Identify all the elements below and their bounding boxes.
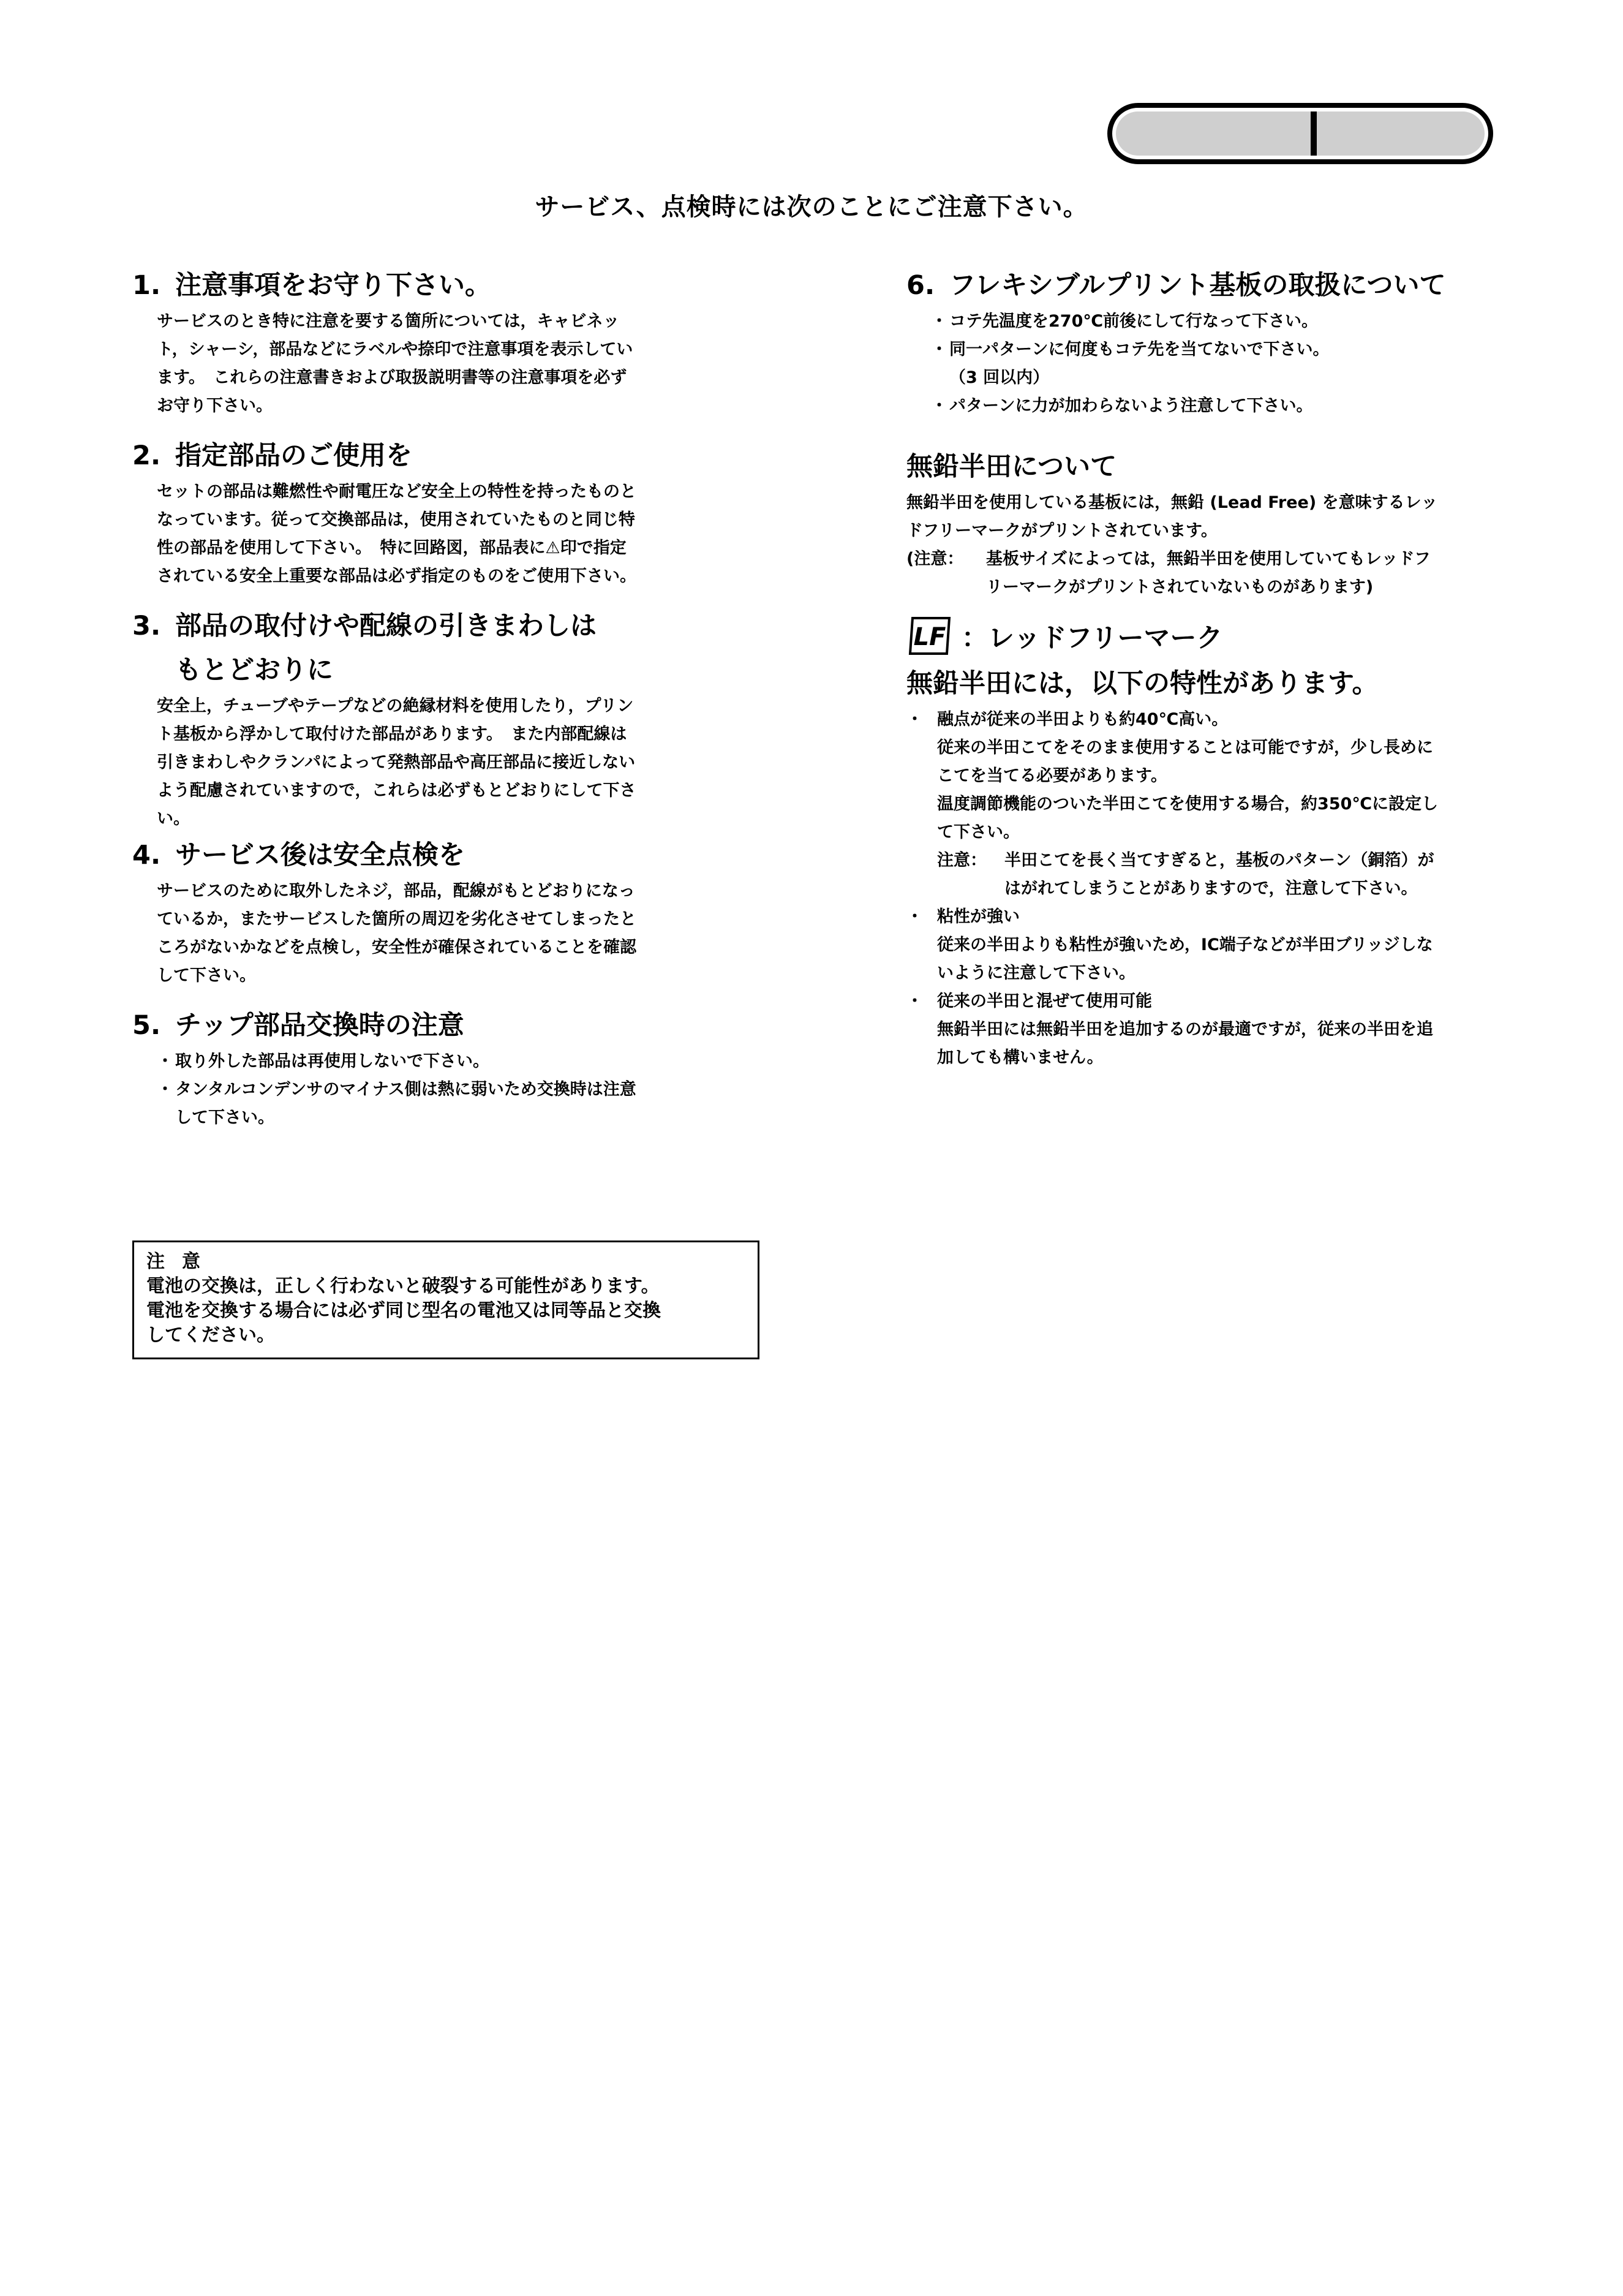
section-4-body: サービスのために取外したネジ，部品，配線がもとどおりになっ ているか，またサービスした箇所の周辺を劣化させてしまったと ころがないかなどを点検し，安全性が確保されていることを確認 して下さい。 xyxy=(157,882,636,985)
right-column xyxy=(906,263,1504,1072)
section-2-body: セットの部品は難燃性や耐電圧など安全上の特性を持ったものと なっています。従って交換部品は，使用されていたものと同じ特 性の部品を使用して下さい。 特に回路図，部品表に⚠印で指定 されている安全上重要な部品は必ず指定のものをご使用下さい。 xyxy=(157,482,636,586)
list-item: ・ 粘性が強い xyxy=(906,903,1504,931)
section-2-heading: 2. 指定部品のご使用を xyxy=(132,440,412,471)
section-6-heading: 6. フレキシブルプリント基板の取扱について xyxy=(906,270,1446,301)
left-column xyxy=(132,263,702,1132)
header-tab-left-segment xyxy=(1116,111,1317,156)
section-4 xyxy=(132,833,702,990)
page-title: サービス、点検時には次のことにご注意下さい。 xyxy=(535,193,1088,221)
list-item: ・ パターンに力が加わらないよう注意して下さい。 xyxy=(931,392,1504,420)
features-body: ・ 融点が従来の半田よりも約40℃高い。 従来の半田こてをそのまま使用することは可能ですが，少し長めに こてを当てる必要があります。 温度調節機能のついた半田こてを使用する場合，約350℃に設定し て下さい。 注意： 半田こてを長く当てすぎると，基板のパターン（銅箔）が はがれてしまうことがありますので，注意して下さい。 ・ 粘性が強い 従来の半田よりも粘性が強いため，IC端子などが半田ブリッジしな いように注意して下さい。 ・ 従来の半田と混ぜて使用可能 無鉛半田には無鉛半田を追加するのが最適ですが，従来の半田を追 加しても構いません。 xyxy=(906,706,1504,1072)
battery-caution-box xyxy=(132,1241,759,1359)
section-5-body: ・ 取り外した部品は再使用しないで下さい。 ・ タンタルコンデンサのマイナス側は熱に弱いため交換時は注意 して下さい。 xyxy=(132,1048,702,1132)
caution-box-line: してください。 xyxy=(146,1324,275,1346)
list-item: ・ 取り外した部品は再使用しないで下さい。 xyxy=(157,1048,702,1076)
section-1-body: サービスのとき特に注意を要する箇所については，キャビネッ ト，シャーシ，部品などにラベルや捺印で注意事項を表示してい ます。 これらの注意書きおよび取扱説明書等の注意事項を必ず お守り下さい。 xyxy=(157,312,633,415)
lead-free-heading: 無鉛半田について xyxy=(906,451,1117,482)
section-3-heading-cont: もとどおりに xyxy=(175,655,333,685)
features-heading: 無鉛半田には，以下の特性があります。 xyxy=(906,668,1379,699)
lead-free-mark-row xyxy=(906,610,1504,662)
lead-free-logo-icon xyxy=(906,614,953,657)
section-3 xyxy=(132,604,702,833)
caution-box-line: 電池を交換する場合には必ず同じ型名の電池又は同等品と交換 xyxy=(146,1300,661,1321)
section-6-body: ・ コテ先温度を270℃前後にして行なって下さい。 ・ 同一パターンに何度もコテ先を当てないで下さい。 （3 回以内） ・ パターンに力が加わらないよう注意して下さい。 xyxy=(906,308,1504,420)
caution-box-title: 注意 xyxy=(146,1251,217,1272)
section-2 xyxy=(132,434,702,591)
section-3-heading: 3. 部品の取付けや配線の引きまわしは xyxy=(132,611,597,641)
section-5-heading: 5. チップ部品交換時の注意 xyxy=(132,1010,464,1041)
lead-free-body: 無鉛半田を使用している基板には，無鉛 (Lead Free) を意味するレッ ドフリーマークがプリントされています。 (注意： 基板サイズによっては，無鉛半田を使用していてもレッドフ リーマークがプリントされていないものがあります) xyxy=(906,493,1438,597)
header-tab xyxy=(1107,103,1493,164)
list-item: ・ コテ先温度を270℃前後にして行なって下さい。 xyxy=(931,308,1504,336)
list-item: ・ 従来の半田と混ぜて使用可能 xyxy=(906,988,1504,1016)
list-item: ・ 同一パターンに何度もコテ先を当てないで下さい。 xyxy=(931,336,1504,364)
list-item: ・ タンタルコンデンサのマイナス側は熱に弱いため交換時は注意 xyxy=(157,1076,702,1104)
svg-text:LF: LF xyxy=(913,623,946,651)
section-4-heading: 4. サービス後は安全点検を xyxy=(132,840,465,870)
section-1 xyxy=(132,263,702,420)
section-1-heading: 1. 注意事項をお守り下さい。 xyxy=(132,270,491,301)
section-3-body: 安全上，チューブやテープなどの絶縁材料を使用したり，プリン ト基板から浮かして取付けた部品があります。 また内部配線は 引きまわしやクランパによって発熱部品や高圧部品に接近しない よう配慮されていますので，これらは必ずもとどおりにして下さ い。 xyxy=(157,697,636,828)
lead-free-section xyxy=(906,445,1504,1072)
header-tab-right-segment xyxy=(1317,111,1485,156)
caution-box-line: 電池の交換は，正しく行わないと破裂する可能性があります。 xyxy=(146,1275,660,1297)
section-5 xyxy=(132,1003,702,1132)
section-6 xyxy=(906,263,1504,420)
lead-free-mark-label: ：レッドフリーマーク xyxy=(962,622,1223,654)
list-item: ・ 融点が従来の半田よりも約40℃高い。 xyxy=(906,706,1504,734)
